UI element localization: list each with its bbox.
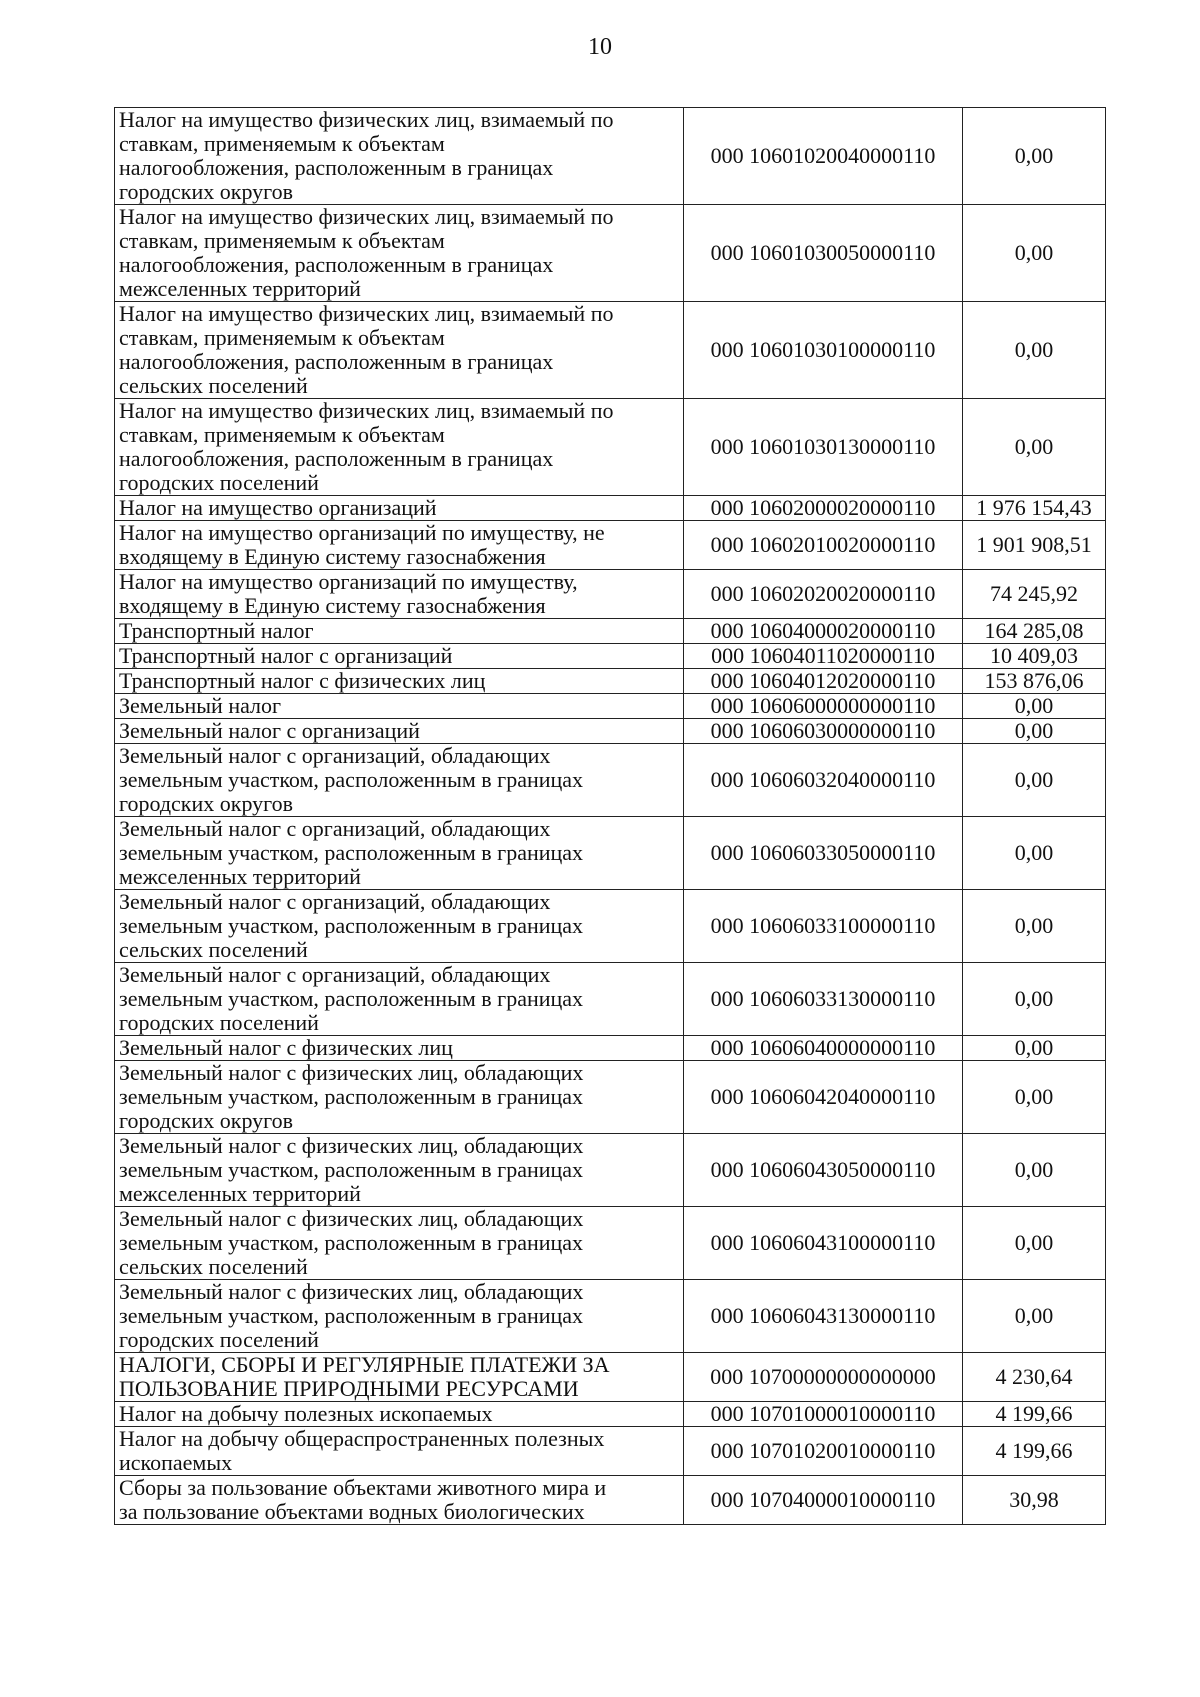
revenue-name-cell — [115, 302, 684, 399]
revenue-name-line: Земельный налог с физических лиц, обладающих — [119, 1279, 584, 1304]
budget-code-cell: 000 10601020040000110 — [684, 108, 963, 205]
budget-code-cell: 000 10700000000000000 — [684, 1353, 963, 1402]
revenue-name-cell — [115, 890, 684, 963]
page-number: 10 — [588, 34, 612, 60]
revenue-table — [114, 107, 1106, 1525]
revenue-name-line: Транспортный налог с организаций — [119, 643, 453, 668]
table-row — [115, 1476, 1106, 1525]
revenue-name-line: земельным участком, расположенным в границах — [119, 1230, 584, 1255]
revenue-name-line: Земельный налог с физических лиц, обладающих — [119, 1060, 584, 1085]
budget-code-cell: 000 10602020020000110 — [684, 570, 963, 619]
budget-code-cell: 000 10604011020000110 — [684, 644, 963, 669]
table-row — [115, 1207, 1106, 1280]
budget-code-cell: 000 10602000020000110 — [684, 496, 963, 521]
revenue-name-line: Налог на имущество организаций по имуществу, не — [119, 520, 605, 545]
revenue-name-cell — [115, 570, 684, 619]
revenue-name-cell — [115, 619, 684, 644]
table-row — [115, 694, 1106, 719]
revenue-name-line: Земельный налог — [119, 693, 282, 718]
revenue-name-line: Налог на имущество физических лиц, взимаемый по — [119, 107, 614, 132]
table-row — [115, 1427, 1106, 1476]
table-row — [115, 1280, 1106, 1353]
table-row — [115, 744, 1106, 817]
budget-code-cell: 000 10606000000000110 — [684, 694, 963, 719]
revenue-name-line: земельным участком, расположенным в границах — [119, 913, 584, 938]
budget-code-cell: 000 10604000020000110 — [684, 619, 963, 644]
revenue-name-line: городских поселений — [119, 1010, 319, 1035]
table-row — [115, 669, 1106, 694]
amount-cell: 0,00 — [963, 399, 1106, 496]
revenue-name-cell — [115, 1476, 684, 1525]
table-row — [115, 1353, 1106, 1402]
revenue-name-line: межселенных территорий — [119, 1181, 361, 1206]
budget-code-cell: 000 10602010020000110 — [684, 521, 963, 570]
revenue-name-cell — [115, 694, 684, 719]
budget-code-cell: 000 10606042040000110 — [684, 1061, 963, 1134]
revenue-name-line: земельным участком, расположенным в границах — [119, 1303, 584, 1328]
revenue-name-cell — [115, 1427, 684, 1476]
revenue-name-line: Транспортный налог с физических лиц — [119, 668, 486, 693]
table-row — [115, 890, 1106, 963]
table-row — [115, 302, 1106, 399]
revenue-name-line: Налог на имущество организаций — [119, 495, 437, 520]
amount-cell: 0,00 — [963, 205, 1106, 302]
revenue-name-line: Земельный налог с организаций — [119, 718, 420, 743]
revenue-name-cell — [115, 963, 684, 1036]
revenue-name-cell — [115, 1061, 684, 1134]
revenue-name-line: Транспортный налог — [119, 618, 314, 643]
revenue-name-line: налогообложения, расположенным в границах — [119, 252, 554, 277]
revenue-name-line: Земельный налог с физических лиц — [119, 1035, 453, 1060]
table-row — [115, 1036, 1106, 1061]
revenue-name-line: Земельный налог с организаций, обладающих — [119, 816, 551, 841]
revenue-name-line: городских поселений — [119, 470, 319, 495]
amount-cell: 0,00 — [963, 963, 1106, 1036]
table-row — [115, 205, 1106, 302]
table-row — [115, 817, 1106, 890]
budget-code-cell: 000 10606043050000110 — [684, 1134, 963, 1207]
amount-cell: 0,00 — [963, 302, 1106, 399]
budget-code-cell: 000 10701020010000110 — [684, 1427, 963, 1476]
revenue-name-line: Налог на имущество физических лиц, взимаемый по — [119, 398, 614, 423]
budget-code-cell: 000 10606033100000110 — [684, 890, 963, 963]
revenue-name-line: земельным участком, расположенным в границах — [119, 986, 584, 1011]
revenue-name-line: налогообложения, расположенным в границах — [119, 446, 554, 471]
budget-code-cell: 000 10704000010000110 — [684, 1476, 963, 1525]
budget-code-cell: 000 10701000010000110 — [684, 1402, 963, 1427]
revenue-name-line: Налог на имущество физических лиц, взимаемый по — [119, 301, 614, 326]
revenue-name-cell — [115, 817, 684, 890]
budget-code-cell: 000 10601030130000110 — [684, 399, 963, 496]
table-row — [115, 619, 1106, 644]
revenue-name-line: ставкам, применяемым к объектам — [119, 228, 445, 253]
table-row — [115, 1134, 1106, 1207]
amount-cell: 0,00 — [963, 1134, 1106, 1207]
revenue-name-line: Налог на добычу полезных ископаемых — [119, 1401, 493, 1426]
revenue-name-line: сельских поселений — [119, 373, 308, 398]
amount-cell: 164 285,08 — [963, 619, 1106, 644]
amount-cell: 74 245,92 — [963, 570, 1106, 619]
budget-code-cell: 000 10606030000000110 — [684, 719, 963, 744]
budget-code-cell: 000 10604012020000110 — [684, 669, 963, 694]
amount-cell: 4 199,66 — [963, 1427, 1106, 1476]
revenue-name-cell — [115, 1402, 684, 1427]
amount-cell: 30,98 — [963, 1476, 1106, 1525]
budget-code-cell: 000 10606043100000110 — [684, 1207, 963, 1280]
revenue-name-line: НАЛОГИ, СБОРЫ И РЕГУЛЯРНЫЕ ПЛАТЕЖИ ЗА — [119, 1352, 610, 1377]
revenue-name-cell — [115, 108, 684, 205]
revenue-name-line: налогообложения, расположенным в границах — [119, 155, 554, 180]
amount-cell: 1 976 154,43 — [963, 496, 1106, 521]
amount-cell: 1 901 908,51 — [963, 521, 1106, 570]
amount-cell: 4 230,64 — [963, 1353, 1106, 1402]
revenue-name-line: ставкам, применяемым к объектам — [119, 131, 445, 156]
amount-cell: 0,00 — [963, 1036, 1106, 1061]
revenue-name-line: городских округов — [119, 791, 294, 816]
table-row — [115, 521, 1106, 570]
revenue-name-line: межселенных территорий — [119, 864, 361, 889]
revenue-name-line: ставкам, применяемым к объектам — [119, 325, 445, 350]
amount-cell: 10 409,03 — [963, 644, 1106, 669]
revenue-name-line: Налог на имущество организаций по имуществу, — [119, 569, 578, 594]
revenue-name-cell — [115, 719, 684, 744]
table-row — [115, 1061, 1106, 1134]
revenue-name-line: входящему в Единую систему газоснабжения — [119, 593, 546, 618]
amount-cell: 4 199,66 — [963, 1402, 1106, 1427]
revenue-name-cell — [115, 205, 684, 302]
table-row — [115, 399, 1106, 496]
revenue-name-line: Налог на имущество физических лиц, взимаемый по — [119, 204, 614, 229]
amount-cell: 0,00 — [963, 817, 1106, 890]
amount-cell: 0,00 — [963, 1207, 1106, 1280]
revenue-name-line: земельным участком, расположенным в границах — [119, 1157, 584, 1182]
revenue-name-cell — [115, 644, 684, 669]
revenue-name-cell — [115, 1353, 684, 1402]
amount-cell: 0,00 — [963, 1061, 1106, 1134]
table-row — [115, 108, 1106, 205]
revenue-name-cell — [115, 496, 684, 521]
budget-code-cell: 000 10606033050000110 — [684, 817, 963, 890]
table-row — [115, 719, 1106, 744]
revenue-name-line: сельских поселений — [119, 1254, 308, 1279]
amount-cell: 0,00 — [963, 694, 1106, 719]
revenue-name-line: входящему в Единую систему газоснабжения — [119, 544, 546, 569]
revenue-name-cell — [115, 744, 684, 817]
amount-cell: 0,00 — [963, 1280, 1106, 1353]
revenue-name-line: за пользование объектами водных биологических — [119, 1499, 585, 1524]
revenue-name-line: ставкам, применяемым к объектам — [119, 422, 445, 447]
revenue-name-line: Земельный налог с организаций, обладающих — [119, 743, 551, 768]
amount-cell: 0,00 — [963, 719, 1106, 744]
revenue-table-body — [115, 108, 1106, 1525]
revenue-name-line: налогообложения, расположенным в границах — [119, 349, 554, 374]
table-row — [115, 963, 1106, 1036]
table-row — [115, 496, 1106, 521]
revenue-name-line: Налог на добычу общераспространенных полезных — [119, 1426, 605, 1451]
revenue-name-cell — [115, 521, 684, 570]
amount-cell: 153 876,06 — [963, 669, 1106, 694]
revenue-name-cell — [115, 1280, 684, 1353]
revenue-name-cell — [115, 1134, 684, 1207]
revenue-name-line: городских округов — [119, 179, 294, 204]
revenue-name-line: ПОЛЬЗОВАНИЕ ПРИРОДНЫМИ РЕСУРСАМИ — [119, 1376, 579, 1401]
revenue-name-cell — [115, 1036, 684, 1061]
revenue-name-line: ископаемых — [119, 1450, 233, 1475]
revenue-name-line: Земельный налог с физических лиц, обладающих — [119, 1206, 584, 1231]
table-row — [115, 1402, 1106, 1427]
revenue-name-line: межселенных территорий — [119, 276, 361, 301]
revenue-name-line: земельным участком, расположенным в границах — [119, 1084, 584, 1109]
budget-code-cell: 000 10606043130000110 — [684, 1280, 963, 1353]
revenue-name-line: Земельный налог с физических лиц, обладающих — [119, 1133, 584, 1158]
budget-code-cell: 000 10606033130000110 — [684, 963, 963, 1036]
budget-code-cell: 000 10601030100000110 — [684, 302, 963, 399]
revenue-name-cell — [115, 1207, 684, 1280]
budget-code-cell: 000 10606032040000110 — [684, 744, 963, 817]
revenue-name-line: городских округов — [119, 1108, 294, 1133]
table-row — [115, 570, 1106, 619]
amount-cell: 0,00 — [963, 890, 1106, 963]
table-row — [115, 644, 1106, 669]
revenue-name-line: Земельный налог с организаций, обладающих — [119, 962, 551, 987]
revenue-name-line: Земельный налог с организаций, обладающих — [119, 889, 551, 914]
revenue-name-line: земельным участком, расположенным в границах — [119, 767, 584, 792]
revenue-name-line: городских поселений — [119, 1327, 319, 1352]
revenue-name-line: земельным участком, расположенным в границах — [119, 840, 584, 865]
revenue-name-line: Сборы за пользование объектами животного мира и — [119, 1475, 607, 1500]
revenue-name-cell — [115, 669, 684, 694]
revenue-name-line: сельских поселений — [119, 937, 308, 962]
budget-code-cell: 000 10606040000000110 — [684, 1036, 963, 1061]
budget-code-cell: 000 10601030050000110 — [684, 205, 963, 302]
amount-cell: 0,00 — [963, 744, 1106, 817]
amount-cell: 0,00 — [963, 108, 1106, 205]
revenue-name-cell — [115, 399, 684, 496]
